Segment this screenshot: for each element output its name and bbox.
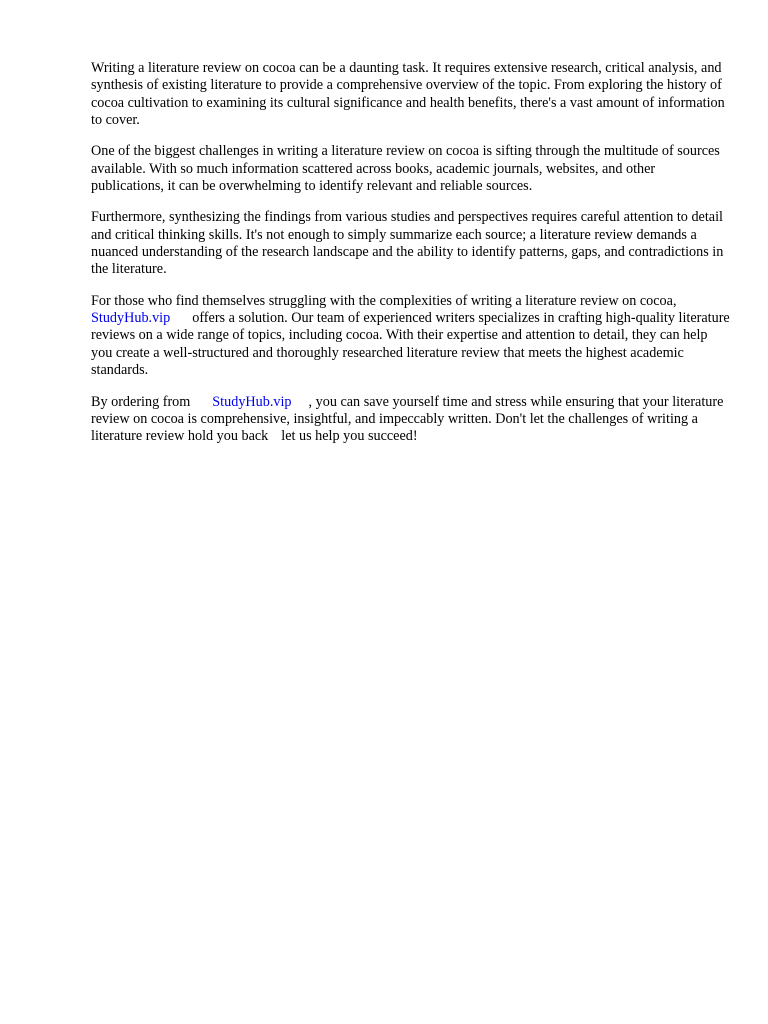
paragraph-closing-text-end: let us help you succeed! xyxy=(281,428,418,445)
paragraph-closing-text-start: By ordering from xyxy=(91,393,191,410)
paragraph-synthesis: Furthermore, synthesizing the findings from various studies and perspectives requires careful attention to detail and critical thinking skills. It's not enough to simply summarize each source; a literature review demands a nuanced understanding of the research landscape and the ability to identify patterns, gaps, and contradictions in the literature. xyxy=(91,209,724,278)
paragraph-closing xyxy=(91,394,731,446)
paragraph-challenges: One of the biggest challenges in writing a literature review on cocoa is sifting through the multitude of sources available. With so much information scattered across books, academic journals, websites, and other publications, it can be overwhelming to identify relevant and reliable sources. xyxy=(91,143,720,194)
paragraph-intro: Writing a literature review on cocoa can be a daunting task. It requires extensive research, critical analysis, and synthesis of existing literature to provide a comprehensive overview of the topic. From exploring the history of cocoa cultivation to examining its cultural significance and health benefits, there's a vast amount of information to cover. xyxy=(91,60,725,128)
paragraph-solution xyxy=(91,293,731,379)
studyhub-link[interactable]: StudyHub.vip xyxy=(91,310,171,327)
paragraph-solution-text-start: For those who find themselves struggling with the complexities of writing a literature review on cocoa, xyxy=(91,292,677,309)
paragraph-solution-text-end: offers a solution. Our team of experienced writers specializes in crafting high-quality literature reviews on a wide range of topics, including cocoa. With their expertise and attention to detail, they can help you create a well-structured and thoroughly researched literature review that meets the highest academic standards. xyxy=(91,310,730,379)
studyhub-link-closing[interactable]: StudyHub.vip xyxy=(212,393,292,410)
document-body xyxy=(91,60,731,460)
paragraph-closing-text-middle: , you can save yourself time and stress while ensuring that your literature review on cocoa is comprehensive, insightful, and impeccably written. Don't let the challenges of writing a literature review hold you back xyxy=(91,393,724,445)
